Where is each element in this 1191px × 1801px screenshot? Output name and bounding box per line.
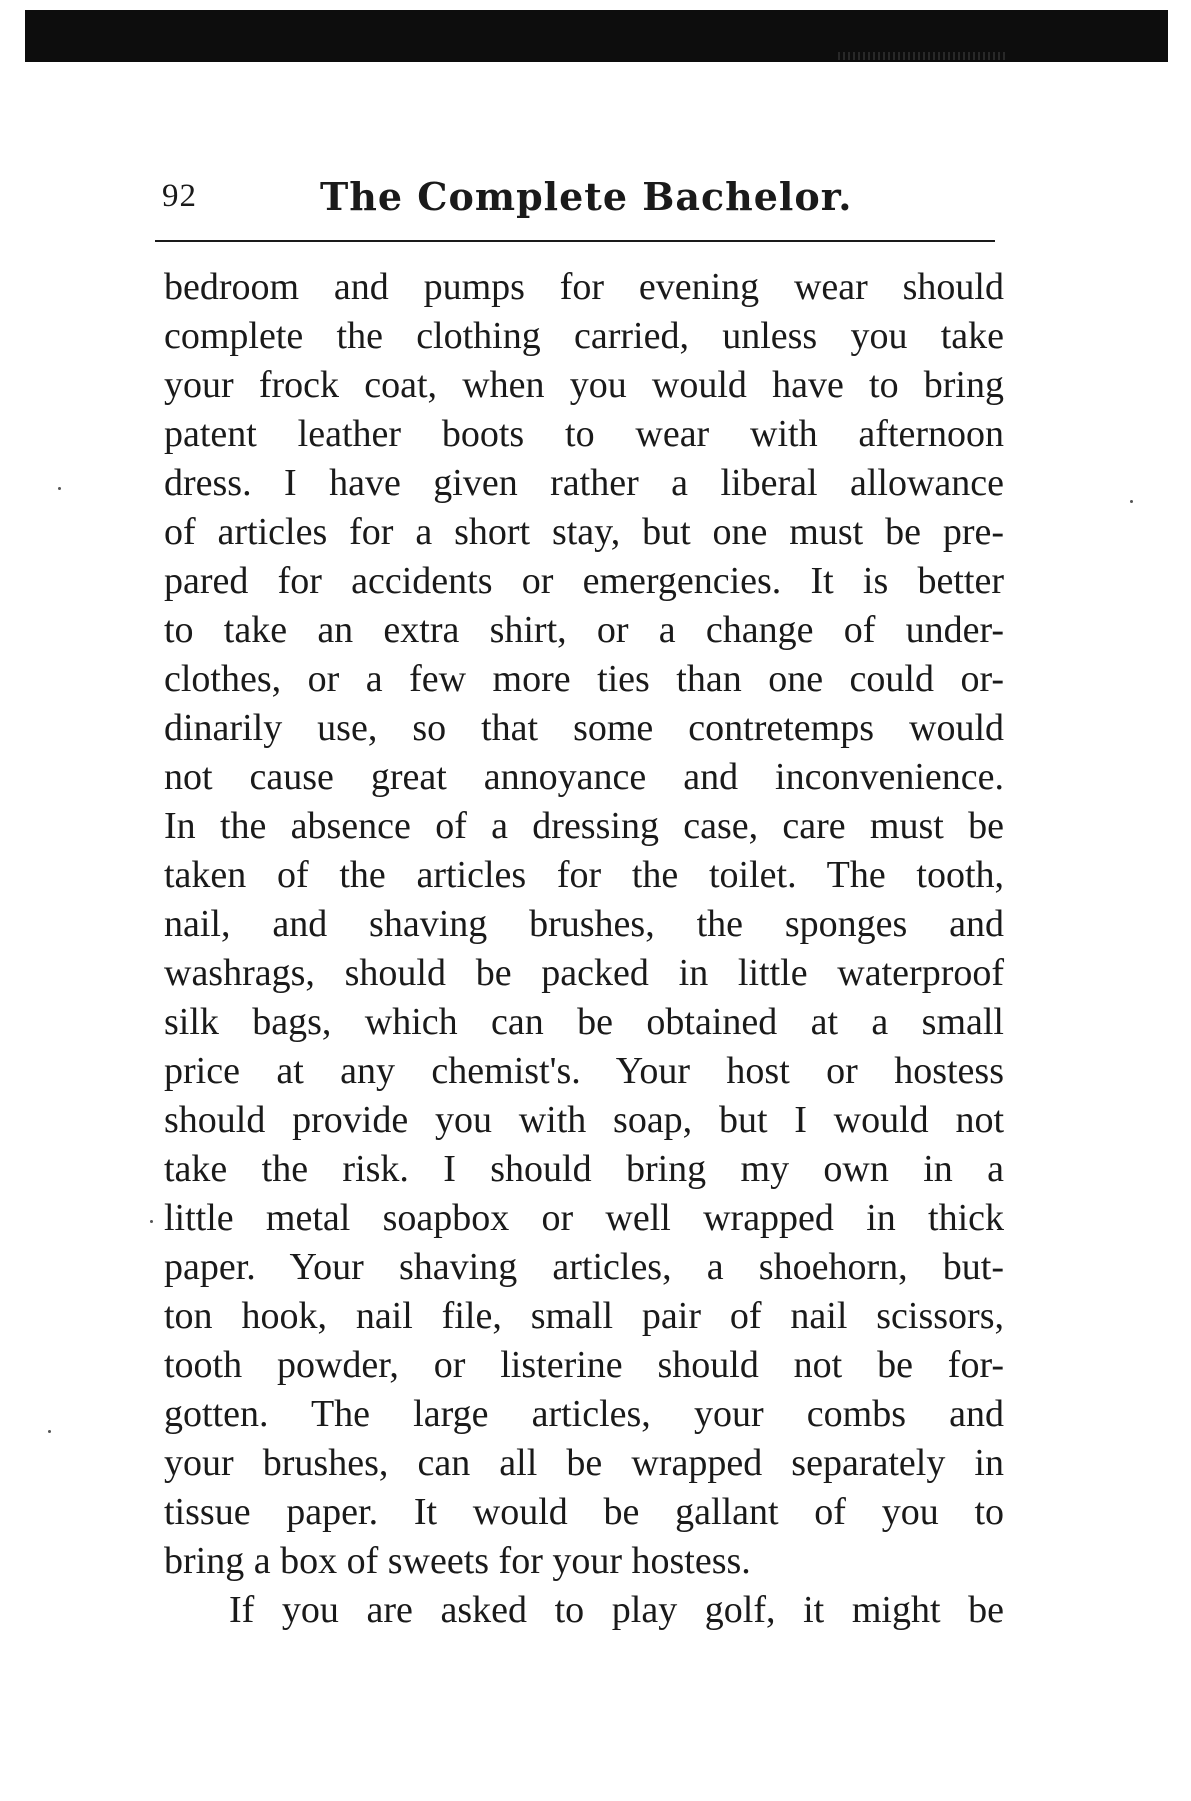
text-line: tissue paper. It would be gallant of you to	[164, 1491, 1004, 1533]
text-line: ton hook, nail file, small pair of nail scissors,	[164, 1295, 1004, 1337]
text-line: little metal soapbox or well wrapped in thick	[164, 1197, 1004, 1239]
text-line: nail, and shaving brushes, the sponges and	[164, 903, 1004, 945]
scan-speck	[58, 487, 61, 490]
text-line: bedroom and pumps for evening wear should	[164, 266, 1004, 308]
text-line: should provide you with soap, but I would not	[164, 1099, 1004, 1141]
text-line: complete the clothing carried, unless you take	[164, 315, 1004, 357]
text-line: your frock coat, when you would have to bring	[164, 364, 1004, 406]
text-line: of articles for a short stay, but one must be pre-	[164, 511, 1004, 553]
page-number: 92	[162, 178, 197, 214]
text-line: patent leather boots to wear with afternoon	[164, 413, 1004, 455]
text-line: taken of the articles for the toilet. The tooth,	[164, 854, 1004, 896]
body-text	[164, 263, 1004, 1635]
text-line: not cause great annoyance and inconvenience.	[164, 756, 1004, 798]
text-line: In the absence of a dressing case, care must be	[164, 805, 1004, 847]
scan-noise	[838, 52, 1008, 60]
text-line: to take an extra shirt, or a change of under-	[164, 609, 1004, 651]
text-line: your brushes, can all be wrapped separately in	[164, 1442, 1004, 1484]
scan-top-band	[25, 10, 1168, 62]
running-title: The Complete Bachelor.	[320, 174, 853, 219]
scan-speck	[1130, 500, 1133, 503]
text-line: dress. I have given rather a liberal allowance	[164, 462, 1004, 504]
text-line: paper. Your shaving articles, a shoehorn, but-	[164, 1246, 1004, 1288]
header-rule	[155, 240, 995, 242]
text-line: silk bags, which can be obtained at a small	[164, 1001, 1004, 1043]
text-line: take the risk. I should bring my own in a	[164, 1148, 1004, 1190]
text-line: gotten. The large articles, your combs and	[164, 1393, 1004, 1435]
scan-speck	[150, 1220, 153, 1223]
text-line: tooth powder, or listerine should not be for-	[164, 1344, 1004, 1386]
text-line: price at any chemist's. Your host or hostess	[164, 1050, 1004, 1092]
text-line: pared for accidents or emergencies. It is better	[164, 560, 1004, 602]
text-line: dinarily use, so that some contretemps would	[164, 707, 1004, 749]
text-line: If you are asked to play golf, it might be	[229, 1589, 1004, 1631]
text-line: clothes, or a few more ties than one could or-	[164, 658, 1004, 700]
text-line: bring a box of sweets for your hostess.	[164, 1540, 751, 1582]
scan-speck	[48, 1430, 51, 1433]
text-line: washrags, should be packed in little waterproof	[164, 952, 1004, 994]
